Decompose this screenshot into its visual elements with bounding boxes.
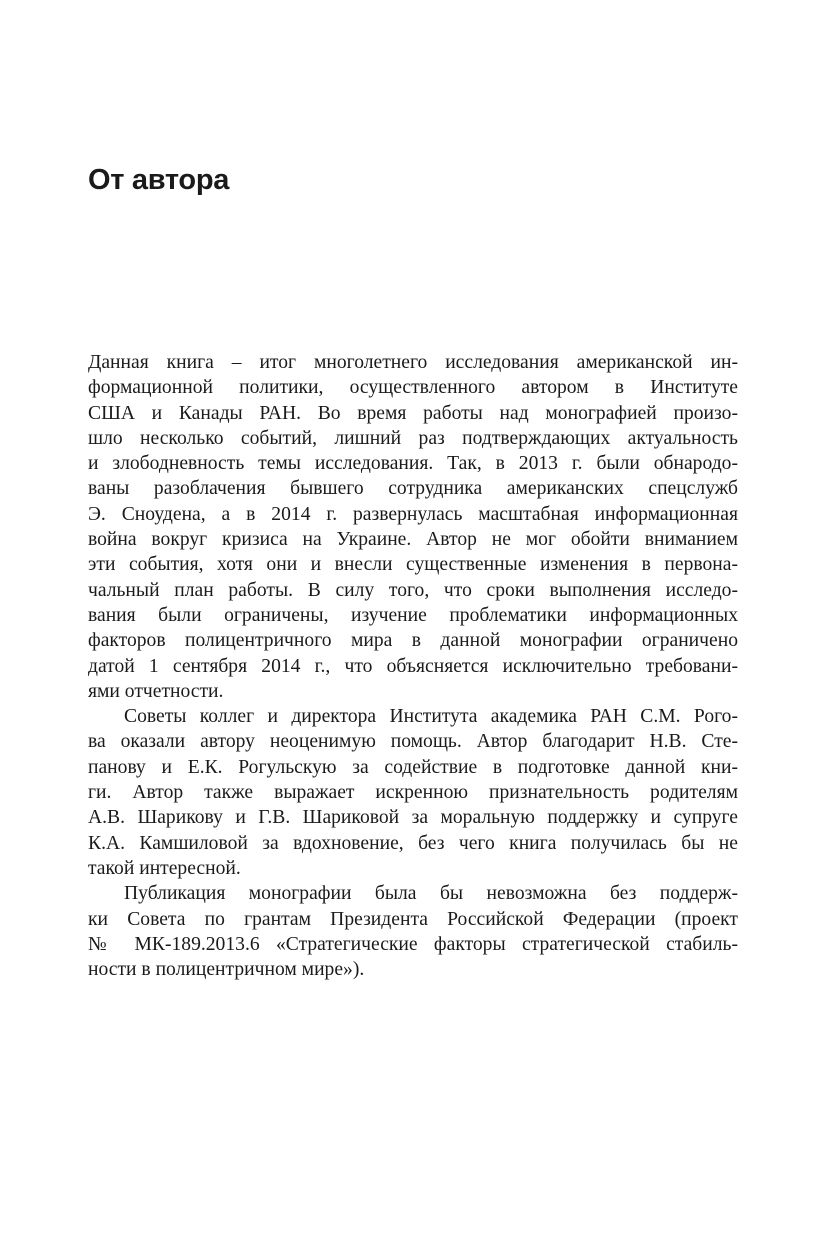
text-line: такой интересной. <box>88 857 241 879</box>
text-line: ва оказали автору неоценимую помощь. Автор благодарит Н.В. Сте- <box>88 731 738 753</box>
page-title: От автора <box>88 164 230 196</box>
text-line: факторов полицентричного мира в данной монографии ограничено <box>88 630 738 652</box>
text-line: США и Канады РАН. Во время работы над монографией произо- <box>88 402 738 424</box>
text-line: панову и Е.К. Рогульскую за содействие в подготовке данной кни- <box>88 756 738 778</box>
paragraph-1 <box>88 350 738 704</box>
text-line: ки Совета по грантам Президента Российской Федерации (проект <box>88 908 738 930</box>
text-line: война вокруг кризиса на Украине. Автор не мог обойти вниманием <box>88 529 738 551</box>
text-line: № МК-189.2013.6 «Стратегические факторы стратегической стабиль- <box>88 933 738 955</box>
text-line: Э. Сноудена, а в 2014 г. развернулась масштабная информационная <box>88 503 738 525</box>
text-line: чальный план работы. В силу того, что сроки выполнения исследо- <box>88 579 738 601</box>
paragraph-2 <box>88 704 738 881</box>
text-line: ями отчетности. <box>88 680 224 702</box>
text-line: и злободневность темы исследования. Так, в 2013 г. были обнародо- <box>88 453 738 475</box>
text-line: Публикация монографии была бы невозможна без поддерж- <box>124 883 738 905</box>
text-line: формационной политики, осуществленного автором в Институте <box>88 377 738 399</box>
paragraph-3 <box>88 881 738 982</box>
text-line: эти события, хотя они и внесли существенные изменения в первона- <box>88 554 738 576</box>
text-line: вания были ограничены, изучение проблематики информационных <box>88 604 738 626</box>
text-line: датой 1 сентября 2014 г., что объясняется исключительно требовани- <box>88 655 738 677</box>
body-text <box>88 350 738 982</box>
text-line: ности в полицентричном мире»). <box>88 959 365 981</box>
text-line: ги. Автор также выражает искренною признательность родителям <box>88 782 738 804</box>
text-line: Советы коллег и директора Института академика РАН С.М. Рого- <box>124 706 738 728</box>
text-line: шло несколько событий, лишний раз подтверждающих актуальность <box>88 427 738 449</box>
text-line: К.А. Камшиловой за вдохновение, без чего книга получилась бы не <box>88 832 738 854</box>
text-line: А.В. Шарикову и Г.В. Шариковой за моральную поддержку и супруге <box>88 807 738 829</box>
text-line: ваны разоблачения бывшего сотрудника американских спецслужб <box>88 478 738 500</box>
text-line: Данная книга – итог многолетнего исследования американской ин- <box>88 352 738 373</box>
